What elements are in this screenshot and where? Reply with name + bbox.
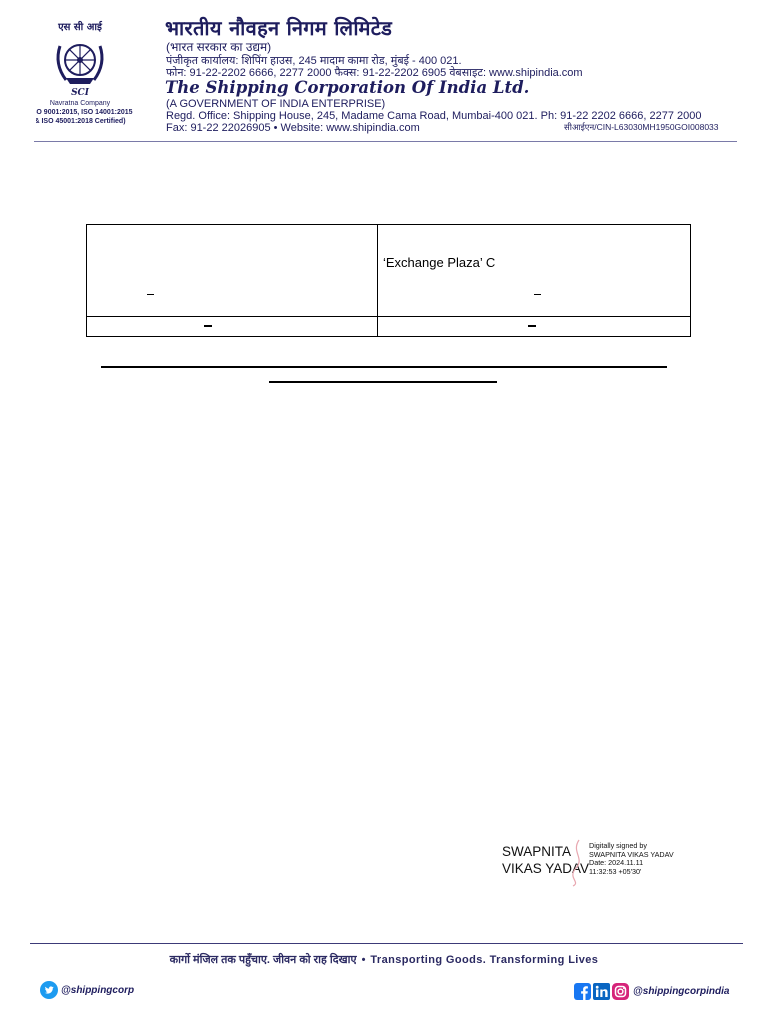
facebook-icon[interactable] xyxy=(574,983,591,1000)
footer-divider xyxy=(30,943,743,944)
linkedin-icon[interactable] xyxy=(593,983,610,1000)
social-handle[interactable]: @shippingcorpindia xyxy=(633,986,730,997)
english-company-name: The Shipping Corporation Of India Ltd. xyxy=(165,78,530,97)
cin-number: सीआईएन/CIN-L63030MH1950GOI008033 xyxy=(564,122,719,132)
twitter-icon[interactable] xyxy=(40,981,58,999)
hindi-contact-line: फोन: 91-22-2202 6666, 2277 2000 फैक्स: 91-22-2202 6905 वेबसाइट: www.shipindia.com xyxy=(166,67,583,79)
table-cell-right-top xyxy=(378,225,691,316)
dash-mark xyxy=(534,294,541,295)
sci-logo xyxy=(36,16,156,128)
hindi-address-line: पंजीकृत कार्यालय: शिपिंग हाउस, 245 मादाम कामा रोड, मुंबई - 400 021. xyxy=(166,55,462,67)
footer-tagline xyxy=(0,952,768,967)
hindi-enterprise-line: (भारत सरकार का उद्यम) xyxy=(166,40,272,54)
english-enterprise-line: (A GOVERNMENT OF INDIA ENTERPRISE) xyxy=(166,98,386,110)
signature-stroke-icon xyxy=(567,838,589,888)
dash-mark xyxy=(147,294,154,295)
social-links xyxy=(574,983,729,1000)
table-cell-left-top xyxy=(87,225,377,316)
table-cell-left-bottom xyxy=(87,317,377,337)
logo-cert-line2: & ISO 45001:2018 Certified) xyxy=(36,118,126,125)
hindi-company-name: भारतीय नौवहन निगम लिमिटेड xyxy=(165,16,393,40)
digital-signature-details xyxy=(589,842,674,876)
recipient-address-text: ‘Exchange Plaza’ C xyxy=(383,255,496,270)
subject-underline-long xyxy=(101,366,667,368)
logo-top-text: एस सी आई xyxy=(58,22,102,33)
dash-mark xyxy=(204,325,212,327)
english-contact-line: Fax: 91-22 22026905 • Website: www.shipindia.com xyxy=(166,122,420,134)
sci-emblem-icon xyxy=(36,16,156,128)
tagline-hindi: कार्गो मंजिल तक पहुँचाए. जीवन को राह दिखाए xyxy=(169,954,357,966)
tagline-english: Transporting Goods. Transforming Lives xyxy=(370,954,599,966)
logo-company-type: Navratna Company xyxy=(49,100,111,107)
twitter-handle[interactable]: @shippingcorp xyxy=(61,984,135,996)
signatory-name-line1: SWAPNITA xyxy=(502,844,572,859)
twitter-link[interactable] xyxy=(40,981,134,999)
signature-detail-line2: SWAPNITA VIKAS YADAV xyxy=(589,849,674,859)
letterhead-divider xyxy=(34,141,737,142)
logo-abbr: SCI xyxy=(71,88,89,98)
address-table xyxy=(86,224,691,337)
english-address-line: Regd. Office: Shipping House, 245, Madame Cama Road, Mumbai-400 021. Ph: 91-22 2202 6666, 2277 2000 xyxy=(166,110,702,122)
logo-cert-line1: (ISO 9001:2015, ISO 14001:2015 xyxy=(36,109,133,116)
signatory-name-line2: VIKAS YADAV xyxy=(502,861,590,876)
dash-mark xyxy=(528,325,536,327)
subject-underline-short xyxy=(269,381,497,383)
table-cell-right-bottom xyxy=(378,317,691,337)
signature-detail-line3: Date: 2024.11.11 xyxy=(589,858,644,868)
signature-detail-line4: 11:32:53 +05'30' xyxy=(589,866,642,876)
tagline-separator: • xyxy=(361,954,366,966)
instagram-icon[interactable] xyxy=(612,983,629,1000)
signature-detail-line1: Digitally signed by xyxy=(589,841,647,850)
